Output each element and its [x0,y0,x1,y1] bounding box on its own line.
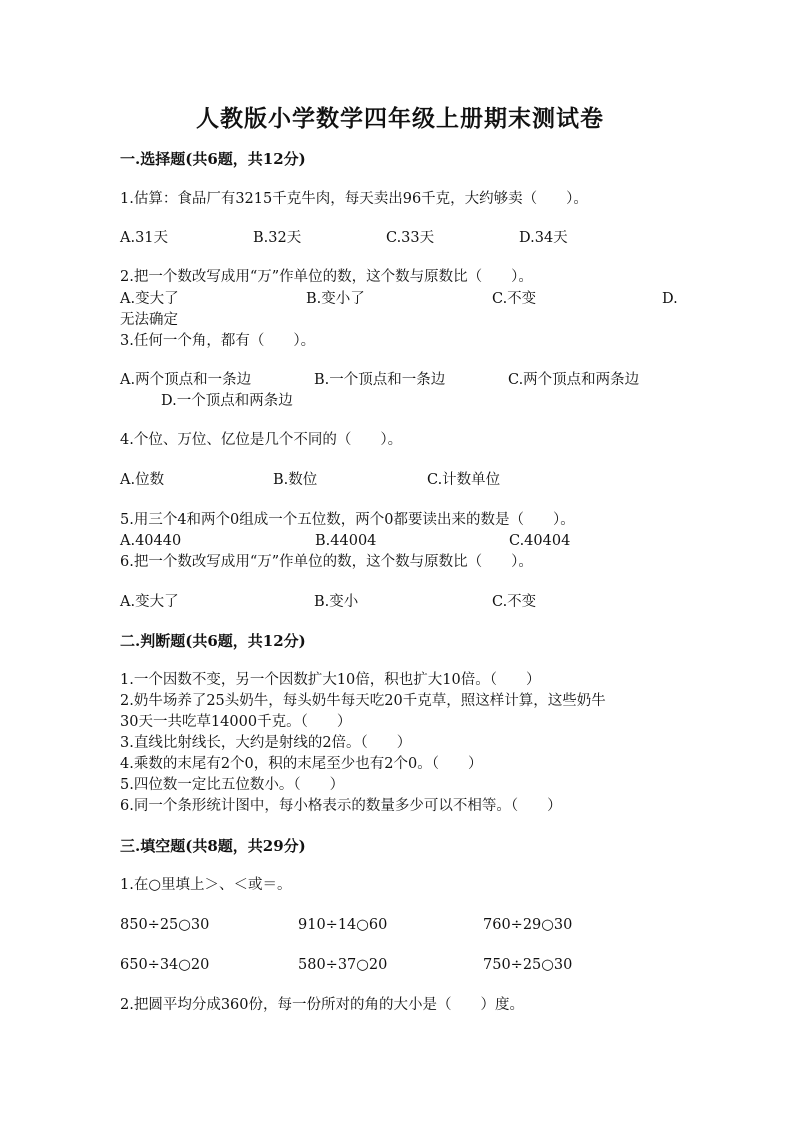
option-a: A.变大了 [120,291,179,307]
compare-expression: 760÷29○30 [483,917,573,933]
judge-item: 1.一个因数不变，另一个因数扩大10倍，积也扩大10倍。（ ） [120,672,541,688]
judge-item: 6.同一个条形统计图中，每小格表示的数量多少可以不相等。（ ） [120,798,562,814]
judge-item: 2.奶牛场养了25头奶牛，每头奶牛每天吃20千克草，照这样计算，这些奶牛 [120,693,606,709]
option-b: B.一个顶点和一条边 [314,372,446,388]
option-d: D.34天 [519,230,568,246]
question-stem: 2.把圆平均分成360份，每一份所对的角的大小是（ ）度。 [120,997,525,1013]
option-b: B.44004 [315,533,377,549]
compare-expression: 580÷37○20 [298,957,388,973]
option-d: D. [662,291,678,307]
judge-item-continued: 30天一共吃草14000千克。（ ） [120,714,352,730]
judge-item: 4.乘数的末尾有2个0，积的末尾至少也有2个0。（ ） [120,756,483,772]
section-heading-judge: 二.判断题(共6题，共12分) [120,632,306,650]
compare-expression: 850÷25○30 [120,917,210,933]
option-c: C.两个顶点和两条边 [508,372,640,388]
judge-item: 5.四位数一定比五位数小。（ ） [120,777,345,793]
option-d-text: 无法确定 [120,312,178,328]
option-d: D.一个顶点和两条边 [161,393,293,409]
option-c: C.不变 [492,291,537,307]
judge-item: 3.直线比射线长，大约是射线的2倍。（ ） [120,735,412,751]
question-stem: 6.把一个数改写成用“万”作单位的数，这个数与原数比（ ）。 [120,554,533,570]
question-stem: 1.在○里填上＞、＜或＝。 [120,877,292,893]
compare-expression: 750÷25○30 [483,957,573,973]
option-b: B.32天 [253,230,302,246]
option-c: C.计数单位 [427,472,501,488]
section-heading-choice: 一.选择题(共6题，共12分) [120,150,306,168]
question-stem: 2.把一个数改写成用“万”作单位的数，这个数与原数比（ ）。 [120,269,533,285]
option-a: A.40440 [120,533,182,549]
option-a: A.变大了 [120,594,179,610]
option-a: A.两个顶点和一条边 [120,372,252,388]
option-a: A.位数 [120,472,165,488]
question-stem: 1.估算：食品厂有3215千克牛肉，每天卖出96千克，大约够卖（ ）。 [120,191,588,207]
question-stem: 5.用三个4和两个0组成一个五位数，两个0都要读出来的数是（ ）。 [120,512,575,528]
question-stem: 4.个位、万位、亿位是几个不同的（ ）。 [120,432,403,448]
option-c: C.33天 [386,230,435,246]
compare-expression: 910÷14○60 [298,917,388,933]
option-b: B.变小 [314,594,359,610]
option-c: C.40404 [509,533,571,549]
question-stem: 3.任何一个角，都有（ ）。 [120,333,316,349]
option-a: A.31天 [120,230,169,246]
page-title: 人教版小学数学四年级上册期末测试卷 [196,105,604,132]
option-b: B.变小了 [306,291,365,307]
option-b: B.数位 [273,472,318,488]
option-c: C.不变 [492,594,537,610]
compare-expression: 650÷34○20 [120,957,210,973]
section-heading-fill: 三.填空题(共8题，共29分) [120,837,306,855]
